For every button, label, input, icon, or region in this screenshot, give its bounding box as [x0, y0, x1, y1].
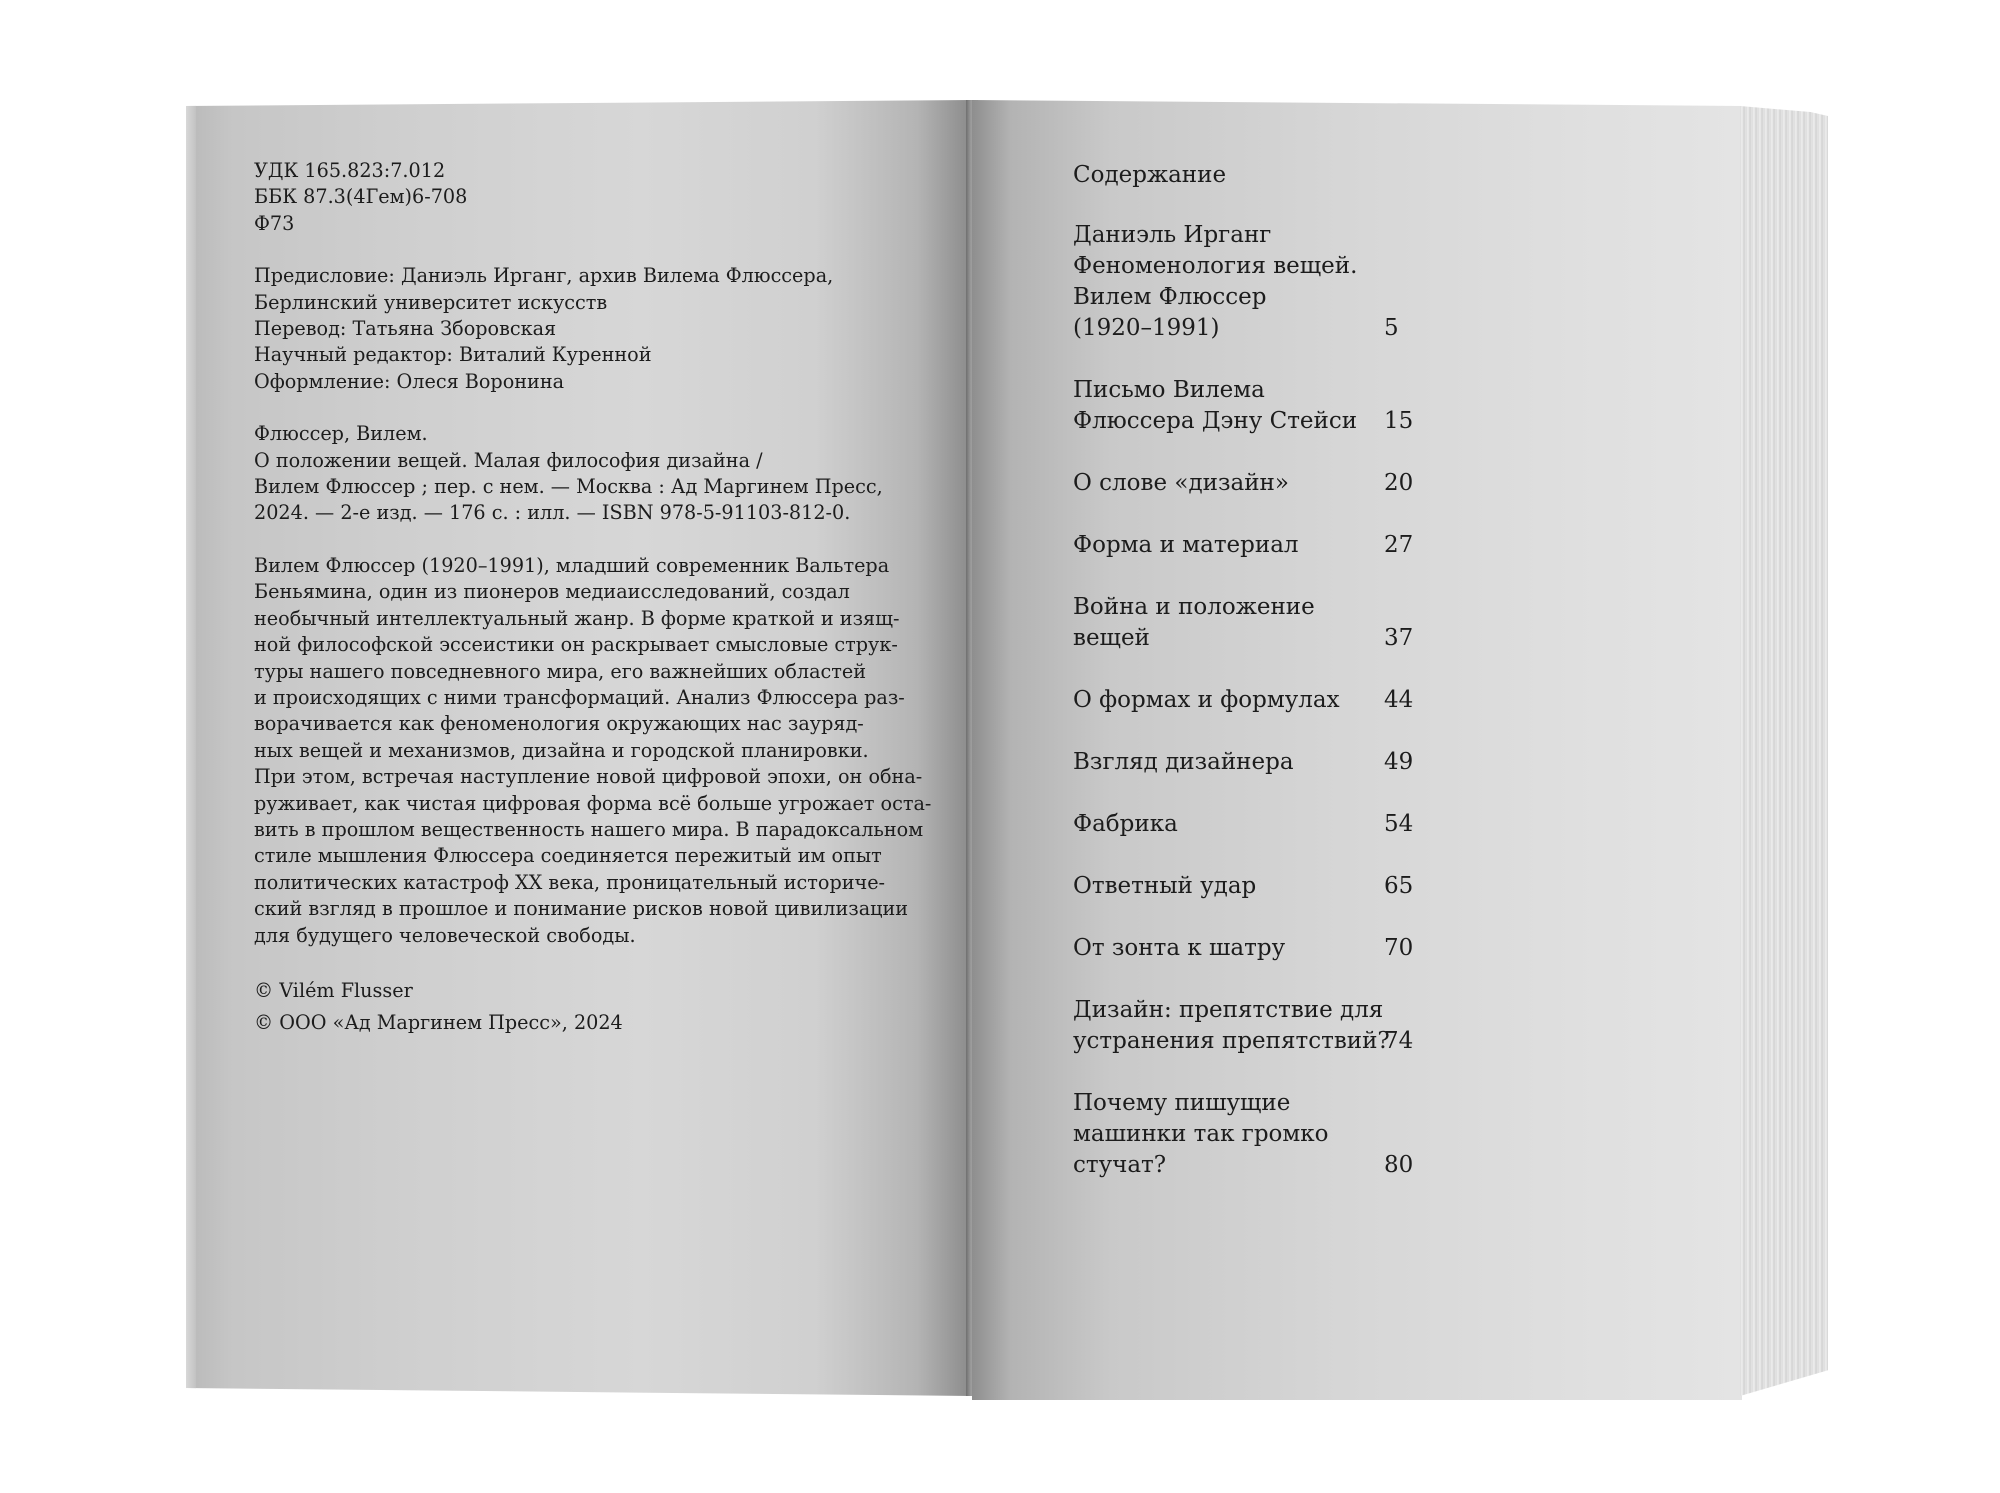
toc-entry-title-line: Вилем Флюссер: [1073, 284, 1267, 310]
text-line: Предисловие: Даниэль Ирганг, архив Вилема Флюссера,: [254, 264, 834, 288]
text-line: О положении вещей. Малая философия дизайна /: [254, 448, 763, 472]
toc-page-number: 15: [1384, 408, 1414, 434]
toc-page-number: 37: [1384, 625, 1414, 651]
text-line: стиле мышления Флюссера соединяется пережитый им опыт: [254, 844, 882, 868]
text-line: Вилем Флюссер ; пер. с нем. — Москва : Ад Маргинем Пресс,: [254, 475, 883, 499]
toc-entry-title-line: Письмо Вилема: [1073, 377, 1265, 403]
toc-page-number: 20: [1384, 470, 1414, 496]
toc-page-number: 70: [1384, 935, 1414, 961]
text-line: УДК 165.823:7.012: [254, 159, 446, 182]
text-line: Оформление: Олеся Воронина: [254, 369, 565, 393]
text-line: Научный редактор: Виталий Куренной: [254, 343, 652, 367]
text-line: ББК 87.3(4Гем)6-708: [254, 185, 468, 209]
toc-entry: [1073, 995, 1433, 1057]
text-line: ворачивается как феноменология окружающих нас зауряд-: [254, 712, 864, 736]
toc-entry: [1073, 685, 1433, 716]
toc-entry: [1073, 933, 1433, 964]
toc-entry: [1073, 220, 1433, 344]
toc-entry: [1073, 871, 1433, 902]
text-line: Берлинский университет искусств: [254, 290, 608, 314]
credits-block: [254, 263, 894, 395]
table-of-contents: [1073, 160, 1433, 1212]
text-line: ский взгляд в прошлое и понимание рисков новой цивилизации: [254, 897, 909, 921]
toc-entry-title-line: Война и положение: [1073, 594, 1315, 620]
toc-entry: [1073, 809, 1433, 840]
toc-title: Содержание: [1073, 162, 1227, 188]
toc-page-number: 5: [1384, 315, 1399, 341]
text-line: ных вещей и механизмов, дизайна и городской планировки.: [254, 738, 869, 762]
text-line: для будущего человеческой свободы.: [254, 923, 636, 947]
imprint-text: [254, 158, 932, 1065]
text-line: необычный интеллектуальный жанр. В форме краткой и изящ-: [254, 606, 900, 630]
text-line: Беньямина, один из пионеров медиаисследований, создал: [254, 580, 850, 604]
text-line: политических катастроф XX века, проницательный историче-: [254, 870, 886, 894]
page-stack-edge: [1740, 106, 1828, 1396]
toc-entry-title-line: стучат?: [1073, 1152, 1167, 1178]
classification-block: [254, 158, 894, 237]
toc-entry-title-line: (1920–1991): [1073, 315, 1220, 341]
annotation-paragraph: [254, 553, 932, 949]
toc-entry-title-line: машинки так громко: [1073, 1121, 1329, 1147]
toc-entry-title-line: От зонта к шатру: [1073, 935, 1286, 961]
toc-entry-title-line: устранения препятствий?: [1073, 1028, 1390, 1054]
toc-entry-title-line: Феноменология вещей.: [1073, 253, 1358, 279]
toc-entry: [1073, 468, 1433, 499]
toc-entry-title-line: Почему пишущие: [1073, 1090, 1291, 1116]
text-line: ной философской эссеистики он раскрывает смысловые струк-: [254, 633, 898, 657]
toc-entry-title-line: Даниэль Ирганг: [1073, 222, 1272, 248]
left-page-edge: [186, 100, 196, 1396]
toc-entry-title-line: Фабрика: [1073, 811, 1178, 837]
toc-entry-title-line: вещей: [1073, 625, 1150, 651]
toc-entry-title-line: Взгляд дизайнера: [1073, 749, 1294, 775]
text-line: Перевод: Татьяна Зборовская: [254, 317, 557, 341]
text-line: Вилем Флюссер (1920–1991), младший современник Вальтера: [254, 553, 890, 577]
text-line: 2024. — 2-е изд. — 176 с. : илл. — ISBN 978-5-91103-812-0.: [254, 501, 851, 525]
text-line: вить в прошлом вещественность нашего мира. В парадоксальном: [254, 817, 924, 841]
toc-page-number: 54: [1384, 811, 1414, 837]
text-line: © Vilém Flusser: [254, 978, 413, 1002]
toc-entry-title-line: Дизайн: препятствие для: [1073, 997, 1384, 1023]
toc-entry-title-line: Форма и материал: [1073, 532, 1299, 558]
copyright-block: [254, 975, 894, 1039]
text-line: и происходящих с ними трансформаций. Анализ Флюссера раз-: [254, 685, 905, 709]
bibliographic-record: [254, 421, 894, 527]
toc-page-number: 49: [1384, 749, 1414, 775]
toc-entry-title-line: Флюссера Дэну Стейси: [1073, 408, 1358, 434]
text-line: © ООО «Ад Маргинем Пресс», 2024: [254, 1010, 623, 1034]
text-line: туры нашего повседневного мира, его важнейших областей: [254, 659, 867, 683]
toc-page-number: 74: [1384, 1028, 1414, 1054]
toc-entry-title-line: О слове «дизайн»: [1073, 470, 1289, 496]
text-line: Флюссер, Вилем.: [254, 422, 428, 446]
toc-entry-title-line: Ответный удар: [1073, 873, 1257, 899]
toc-entry-title-line: О формах и формулах: [1073, 687, 1340, 713]
toc-page-number: 44: [1384, 687, 1414, 713]
toc-page-number: 27: [1384, 532, 1414, 558]
toc-entry: [1073, 530, 1433, 561]
toc-page-number: 65: [1384, 873, 1414, 899]
text-line: руживает, как чистая цифровая форма всё больше угрожает оста-: [254, 791, 932, 815]
toc-entry: [1073, 747, 1433, 778]
toc-entry: [1073, 375, 1433, 437]
text-line: Ф73: [254, 211, 295, 235]
toc-entry: [1073, 1088, 1433, 1181]
text-line: При этом, встречая наступление новой цифровой эпохи, он обна-: [254, 765, 923, 789]
toc-entry: [1073, 592, 1433, 654]
toc-page-number: 80: [1384, 1152, 1414, 1178]
